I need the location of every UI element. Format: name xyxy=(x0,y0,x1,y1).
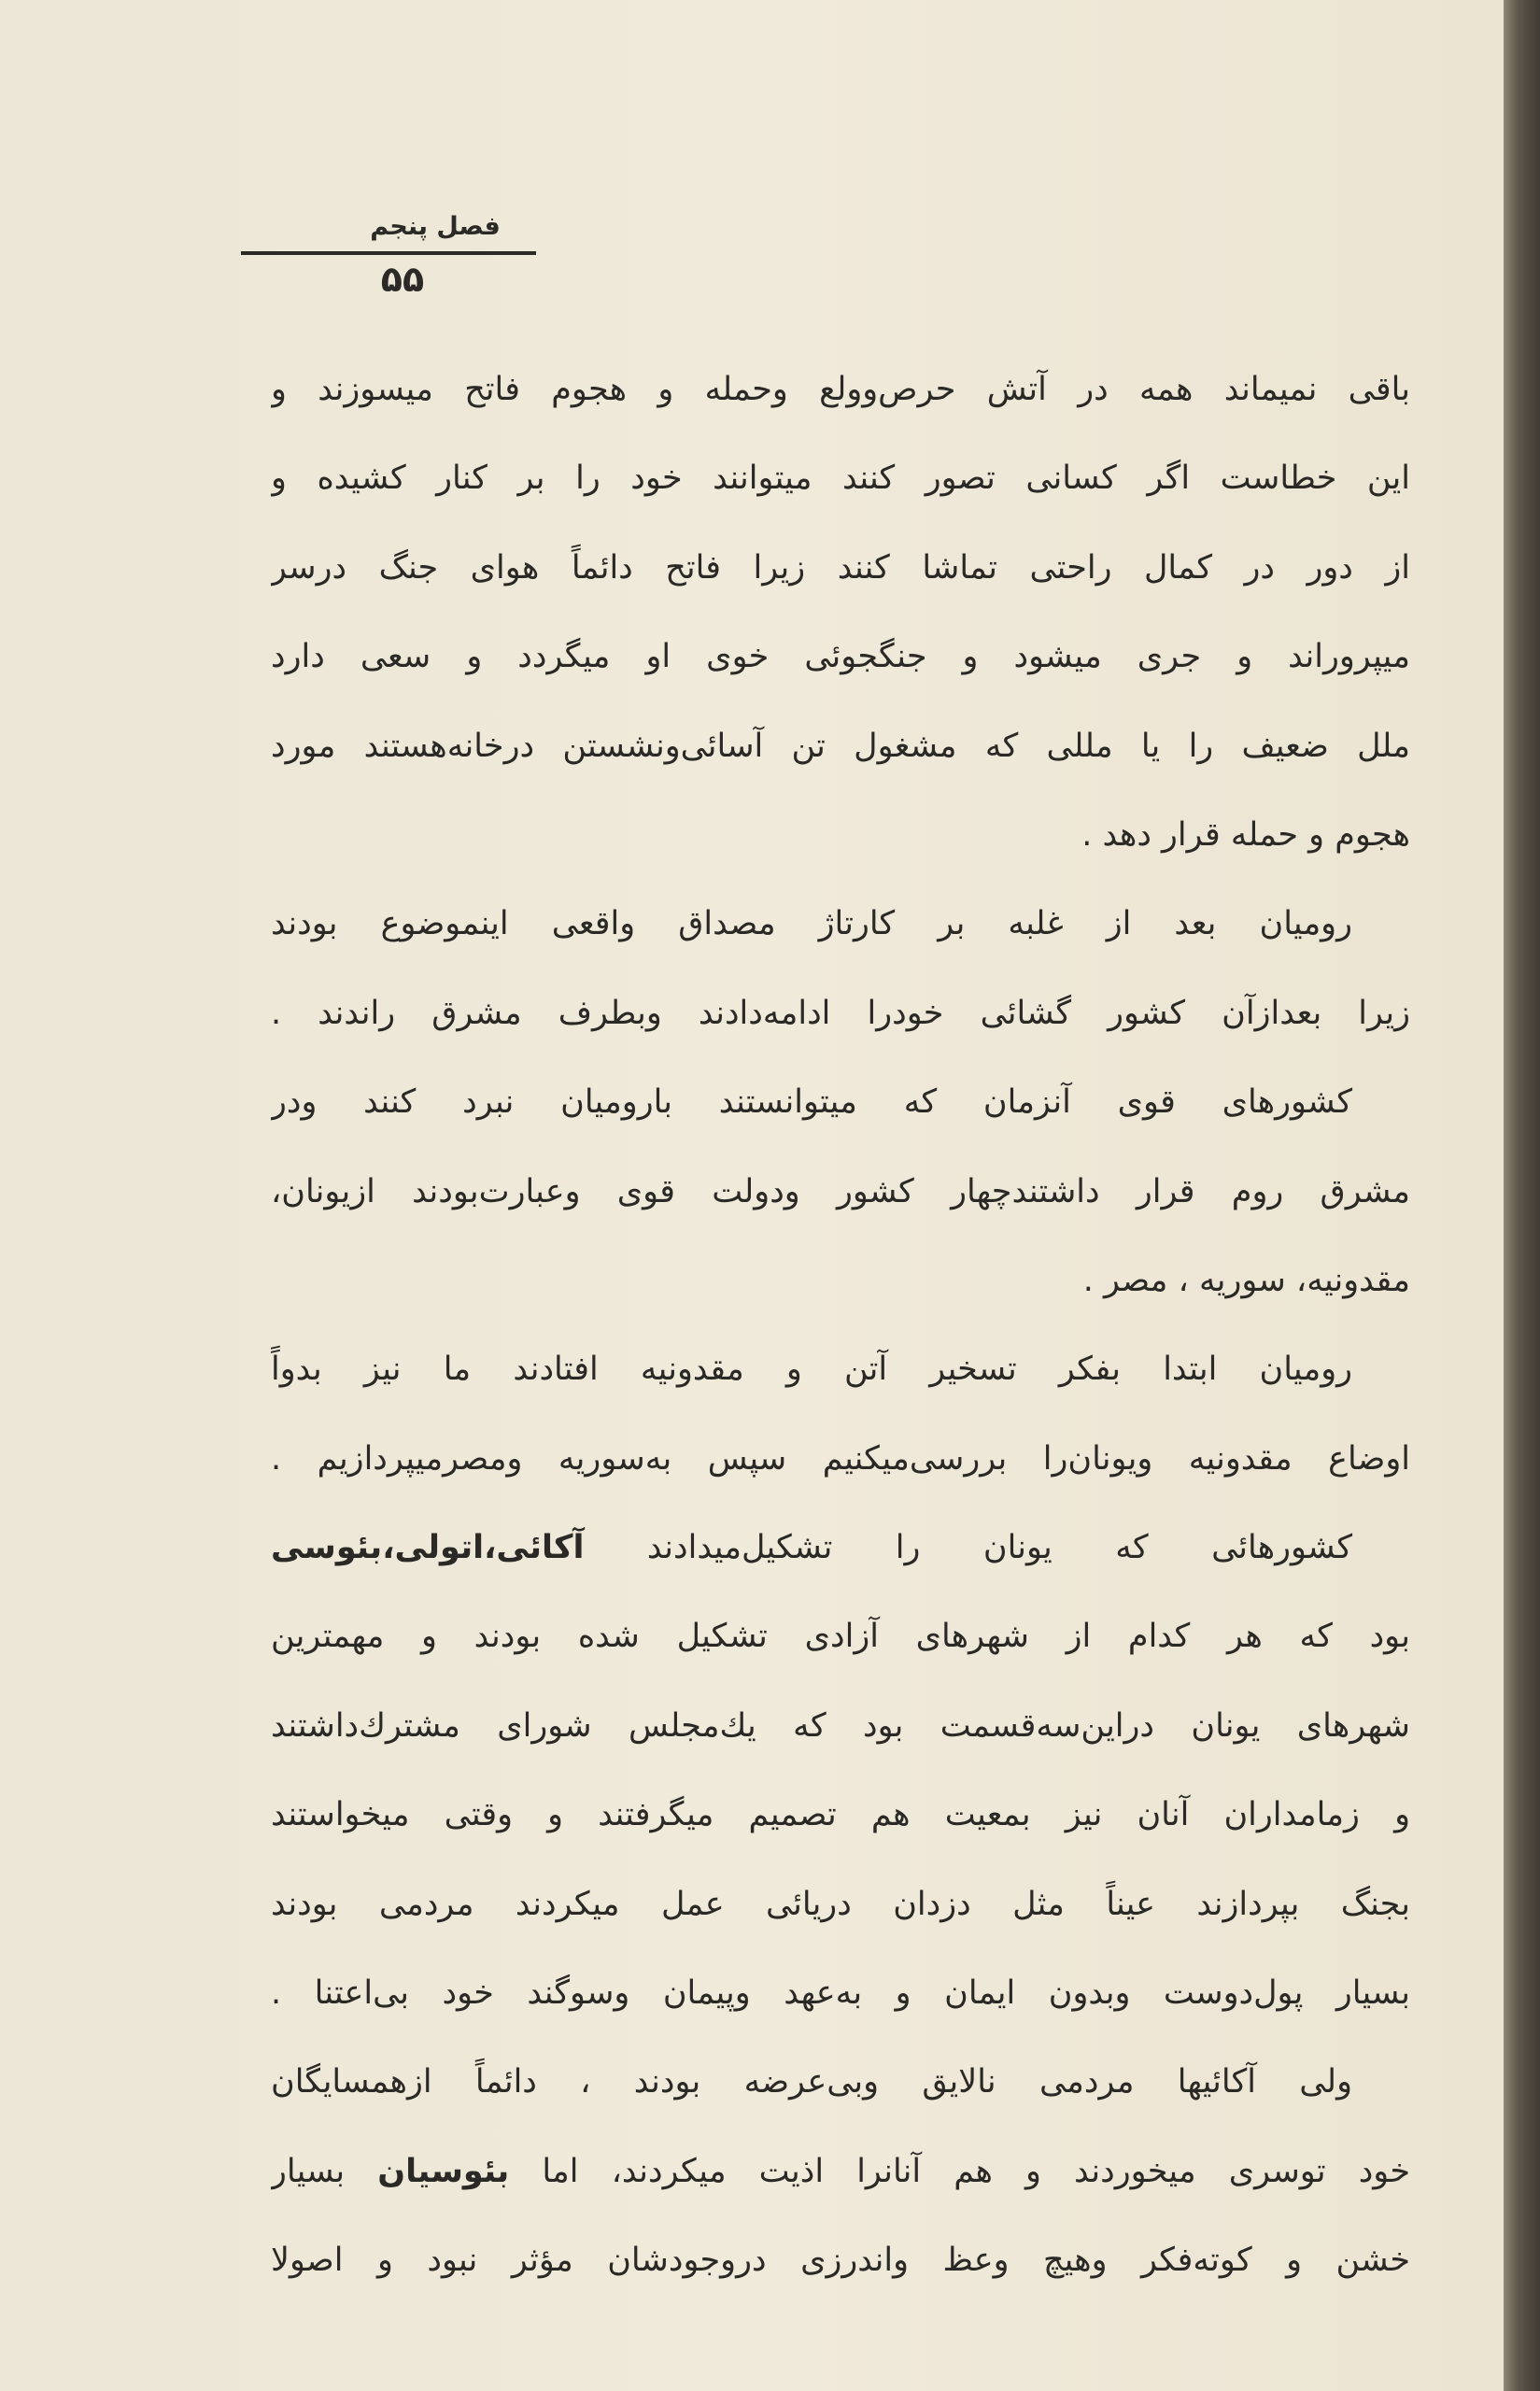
text-line: از دور در کمال راحتی تماشا کنند زیرا فاتح دائماً هوای جنگ درسر xyxy=(271,548,1410,587)
text-line: مشرق روم قرار داشتندچهار کشور ودولت قوی وعبارت‌بودند ازیونان، xyxy=(271,1172,1410,1210)
bold-term: آکائی،اتولی،بئوسی xyxy=(271,1529,585,1567)
text-line: میپروراند و جری میشود و جنگجوئی خوی او میگردد و سعی دارد xyxy=(271,638,1410,676)
header-rule xyxy=(241,251,536,255)
text-line: ملل ضعیف را یا مللی که مشغول تن آسائی‌ونشستن درخانه‌هستند مورد xyxy=(271,727,1410,765)
text-line: رومیان ابتدا بفکر تسخیر آتن و مقدونیه افتادند ما نیز بدواً xyxy=(271,1351,1352,1389)
text-span: خود توسری میخوردند و هم آنانرا اذیت میکردند، اما xyxy=(509,2152,1410,2190)
text-line: رومیان بعد از غلبه بر کارتاژ مصداق واقعی اینموضوع بودند xyxy=(271,905,1352,943)
text-line: زیرا بعدازآن کشور گشائی خودرا ادامه‌دادند وبطرف مشرق راندند . xyxy=(271,994,1410,1032)
text-line: خشن و کوته‌فکر وهیچ وعظ واندرزی دروجودشان مؤثر نبود و اصولا xyxy=(271,2242,1410,2280)
bold-term: بئوسیان xyxy=(377,2152,510,2190)
text-line: و زمامداران آنان نیز بمعیت هم تصمیم میگرفتند و وقتی میخواستند xyxy=(271,1796,1410,1834)
text-line: ولی آکائیها مردمی نالایق وبی‌عرضه بودند ، دائماً ازهمسایگان xyxy=(271,2063,1352,2101)
text-line: اوضاع مقدونیه ویونان‌را بررسی‌میکنیم سپس به‌سوریه ومصرمیپردازیم . xyxy=(271,1439,1410,1478)
text-line: این خطاست اگر کسانی تصور کنند میتوانند خود را بر کنار کشیده و xyxy=(271,460,1410,498)
book-spine xyxy=(1504,0,1540,2391)
text-line: شهرهای یونان دراین‌سه‌قسمت بود که یك‌مجلس شورای مشترك‌داشتند xyxy=(271,1706,1410,1745)
text-line: هجوم و حمله قرار دهد . xyxy=(1081,815,1410,854)
text-line: کشورهای قوی آنزمان که میتوانستند بارومیان نبرد کنند ودر xyxy=(271,1083,1352,1122)
text-span: بسیار xyxy=(271,2152,378,2190)
chapter-title: فصل پنجم xyxy=(370,212,501,241)
text-line: بجنگ بپردازند عیناً مثل دزدان دریائی عمل میکردند مردمی بودند xyxy=(271,1885,1410,1923)
body-text xyxy=(271,346,1410,2306)
text-line: مقدونیه، سوریه ، مصر . xyxy=(1082,1261,1410,1299)
text-line: بسیار پول‌دوست وبدون ایمان و به‌عهد وپیمان وسوگند خود بی‌اعتنا . xyxy=(271,1974,1410,2013)
text-line: بود که هر کدام از شهرهای آزادی تشکیل شده بودند و مهمترین xyxy=(271,1618,1410,1656)
text-line: باقی نمیماند همه در آتش حرص‌وولع وحمله و هجوم فاتح میسوزند و xyxy=(271,371,1410,408)
page-header xyxy=(241,210,536,302)
page-number: ۵۵ xyxy=(380,259,425,300)
text-line xyxy=(271,1504,1410,1592)
text-line xyxy=(271,2128,1410,2216)
text-span: کشورهائی که یونان را تشکیل‌میدادند xyxy=(584,1529,1352,1567)
